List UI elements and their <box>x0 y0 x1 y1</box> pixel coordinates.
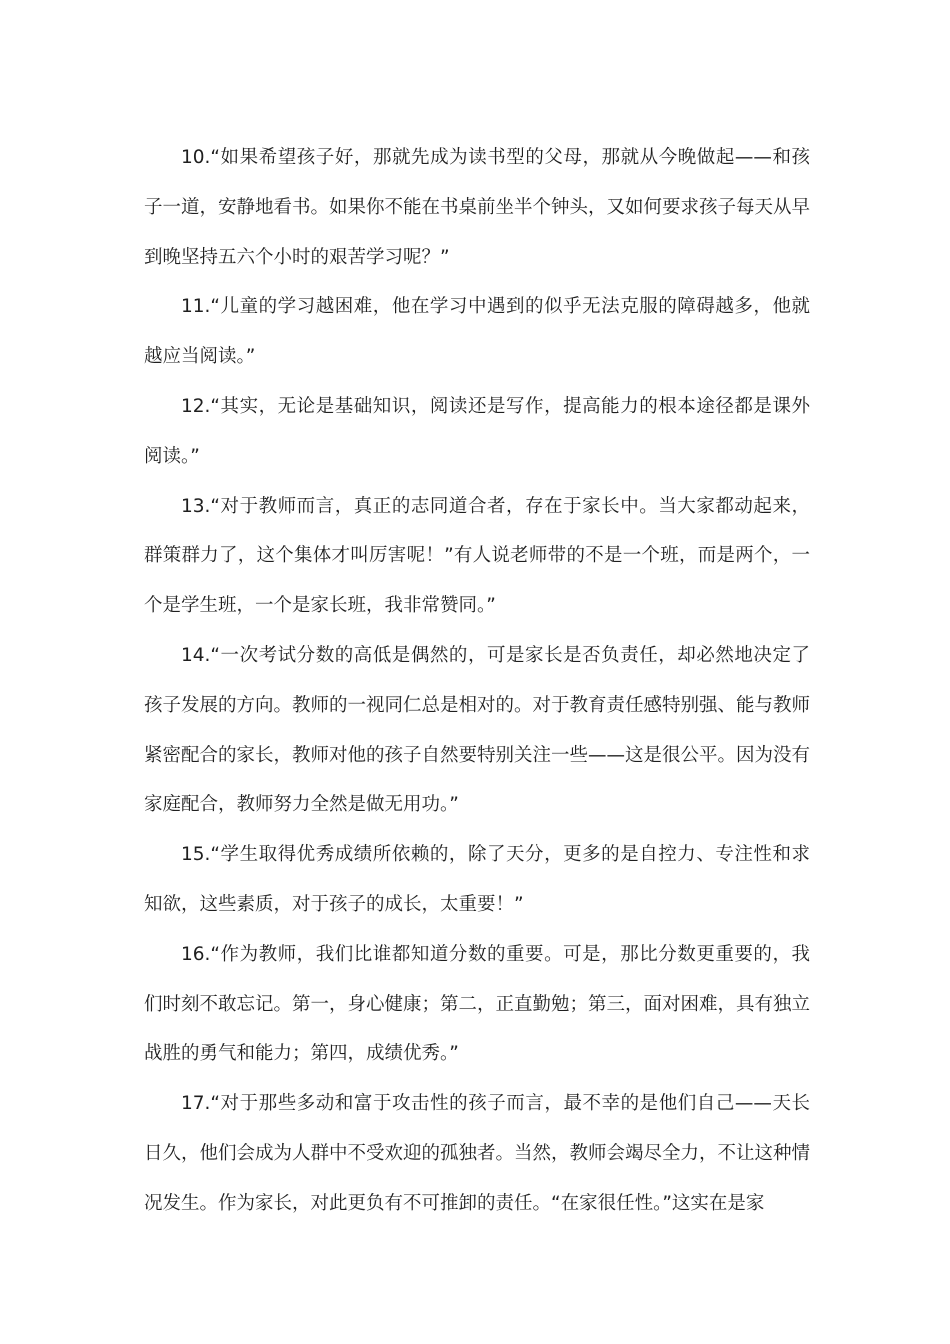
paragraph-16: 16.“作为教师，我们比谁都知道分数的重要。可是，那比分数更重要的，我们时刻不敢忘记。第一，身心健康；第二，正直勤勉；第三，面对困难，具有独立战胜的勇气和能力；第四，成绩优秀。” <box>144 943 811 1065</box>
paragraph-11: 11.“儿童的学习越困难，他在学习中遇到的似乎无法克服的障碍越多，他就越应当阅读。” <box>144 296 810 368</box>
paragraph-15: 15.“学生取得优秀成绩所依赖的，除了天分，更多的是自控力、专注性和求知欲，这些素质，对于孩子的成长，太重要！” <box>144 844 810 915</box>
document-body <box>144 133 810 1229</box>
paragraph-17: 17.“对于那些多动和富于攻击性的孩子而言，最不幸的是他们自己——天长日久，他们会成为人群中不受欢迎的孤独者。当然，教师会竭尽全力，不让这种情况发生。作为家长，对此更负有不可推卸的责任。“在家很任性。”这实在是家 <box>144 1093 811 1214</box>
paragraph-10: 10.“如果希望孩子好，那就先成为读书型的父母，那就从今晚做起——和孩子一道，安静地看书。如果你不能在书桌前坐半个钟头，又如何要求孩子每天从早到晚坚持五六个小时的艰苦学习呢？” <box>144 147 811 268</box>
paragraph-12: 12.“其实，无论是基础知识，阅读还是写作，提高能力的根本途径都是课外阅读。” <box>144 395 810 467</box>
paragraph-14: 14.“一次考试分数的高低是偶然的，可是家长是否负责任，却必然地决定了孩子发展的方向。教师的一视同仁总是相对的。对于教育责任感特别强、能与教师紧密配合的家长，教师对他的孩子自然要特别关注一些——这是很公平。因为没有家庭配合，教师努力全然是做无用功。” <box>144 644 811 816</box>
paragraph-13: 13.“对于教师而言，真正的志同道合者，存在于家长中。当大家都动起来，群策群力了，这个集体才叫厉害呢！”有人说老师带的不是一个班，而是两个，一个是学生班，一个是家长班，我非常赞同。” <box>144 495 810 617</box>
